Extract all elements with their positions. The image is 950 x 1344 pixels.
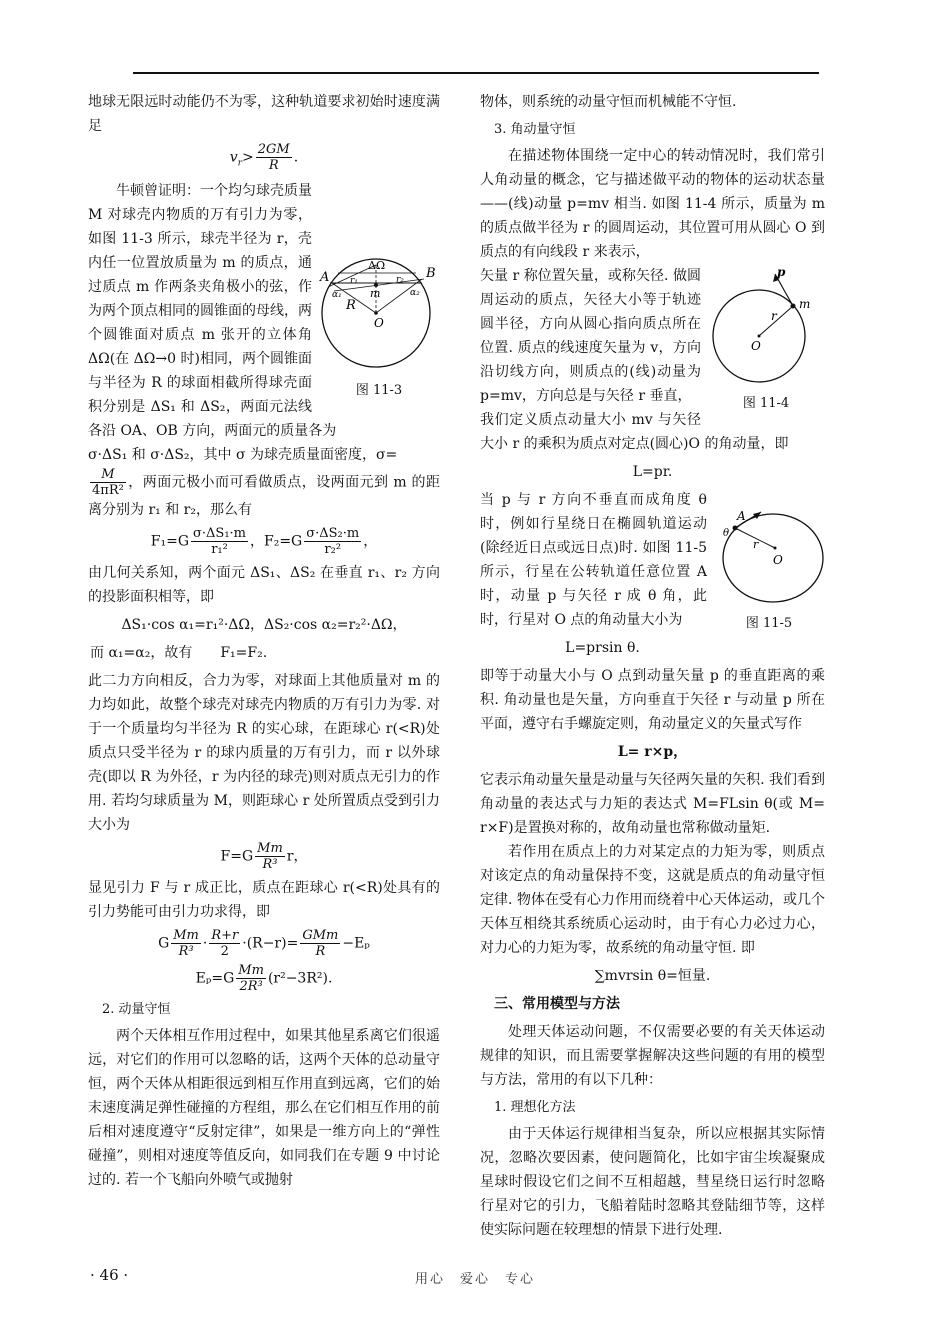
label-r1: r₁ [350, 276, 358, 287]
paragraph: $\frac{M}{\text{4πR²}}$ ，两面元极小而可看做质点，设两面元到 m 的距离分别为 r₁ 和 r₂，那么有 [88, 467, 440, 519]
subsection-title: 3. 角动量守恒 [494, 122, 576, 137]
equation-escape: $v_r>$ $\frac{2GM}{R}$ . [229, 142, 299, 173]
paragraph: 此二力方向相反，合力为零，对球面上其他质量对 m 的力均如此，故整个球壳对球壳内物质的万有引力为零. 对于一个质量均匀半径为 R 的实心球，在距球心 r(<R)处质点只受半径为 r 的球内质量的万有引力，而 r 以外球壳(即以 R 为外径，r 为内径的球壳)则对质点无引力的作用. 若均匀球质量为 M，则距球心 r 处所置质点受到引力大小为 [88, 673, 440, 834]
label-O: O [751, 339, 761, 353]
subsection-title: 1. 理想化方法 [494, 1100, 576, 1115]
label-A: A [737, 509, 746, 523]
paragraph: 在描述物体围绕一定中心的转动情况时，我们常引人角动量的概念，它与描述做平动的物体的运动状态量——(线)动量 p=mv 相当. 如图 11-4 所示，质量为 m 的质点做半径为 r 的圆周运动，其位置可用从圆心 O 到质点的有向线段 r 来表示， [480, 148, 825, 260]
label-alpha2: α₂ [410, 288, 420, 299]
paragraph: σ·ΔS₁ 和 σ·ΔS₂，其中 σ 为球壳质量面密度，σ= [88, 447, 398, 464]
equation-L-pr: L=pr. [632, 464, 673, 480]
paragraph: A B ΔΩ α₁ α₂ r₁ r₂ m R O 图 11-3 牛顿曾证明：一个均匀球壳质量 M 对球壳内物质的万有引力为零，如图 11-3 所示，球壳半径为 r，壳内任一位置放质量为 m 的质点，通过质点 m 作两条夹角极小的弦，作为两个顶点相同的圆锥面的母线，两个圆锥面对质点 m 张开的立体角 ΔΩ(在 ΔΩ→0 时)相同，两个圆锥面与半径为 R 的球面相截所得球壳面积分别是 ΔS₁ 和 ΔS₂，两面元法线各沿 OA、OB 方向，两面元的质量各为 [88, 179, 440, 443]
paragraph: 两个天体相互作用过程中，如果其他星系离它们很遥远，对它们的作用可以忽略的话，这两个天体的总动量守恒，两个天体从相距很远到相互作用直到远离，它们的始末速度满足弹性碰撞的方程组，那么在它们相互作用的前后相对速度遵守“反射定律”，如果是一维方向上的“弹性碰撞”，则相对速度等值反向，如同我们在专题 9 中讨论过的. 若一个飞船向外喷气或抛射 [88, 1028, 440, 1189]
fig-11-5-caption: 图 11-5 [745, 616, 793, 631]
paragraph: 显见引力 F 与 r 成正比，质点在距球心 r(<R)处具有的引力势能可由引力功求得，即 [88, 880, 440, 921]
sphere-shell-diagram [318, 251, 440, 379]
label-delta-omega: ΔΩ [368, 259, 386, 273]
equation-work: G $\frac{Mm}{\text{R³}}$ · $\frac{R+r}{2}$ ·(R−r)= $\frac{\text{GMm}}{R}$ −Eₚ [158, 928, 370, 960]
label-O: O [374, 316, 384, 331]
equation-potential: Eₚ=G $\frac{Mm}{\text{2R³}}$ (r²−3R²). [195, 963, 333, 995]
label-m: m [799, 297, 811, 311]
paragraph: 我们定义质点动量大小 mv 与矢径大小 r 的乘积为质点对定点(圆心)O 的角动量，即 [480, 412, 789, 452]
label-r2: r₂ [396, 275, 404, 286]
fig-11-3-caption: 图 11-3 [355, 383, 403, 399]
equation-forces: F₁=G $\frac{\text{σ·ΔS₁·m}}{\text{r₁²}}$ ，F₂=G $\frac{\text{σ·ΔS₂·m}}{\text{r₂²}}$ ， [150, 526, 378, 558]
paragraph: p m r O 图 11-4 矢量 r 称位置矢量，或称矢径. 做圆周运动的质点，矢径大小等于轨迹圆半径，方向从圆心指向质点所在位置. 质点的线速度矢量为 v，方向沿切线方向，则质点的(线)动量为 p=mv，方向总是与矢径 r 垂直， [480, 264, 825, 408]
circular-motion-diagram [707, 264, 825, 392]
label-theta: θ [723, 528, 730, 539]
label-B: B [426, 266, 436, 282]
equation-inner-force: F=G $\frac{Mm}{\text{R³}}$ r， [220, 841, 308, 873]
page-number: · 46 · [90, 1266, 129, 1284]
fig-11-5-float [713, 508, 825, 636]
newton-proof-block [88, 179, 440, 522]
label-A: A [320, 270, 330, 286]
paragraph: 即等于动量大小与 O 点到动量矢量 p 的垂直距离的乘积. 角动量也是矢量，方向垂直于矢径 r 与动量 p 所在平面，遵守右手螺旋定则，角动量定义的矢量式写作 [480, 668, 825, 732]
equation-L-sin: L=prsin θ. [565, 640, 640, 656]
fig-11-4-float [707, 264, 825, 416]
section-heading: 三、常用模型与方法 [494, 996, 620, 1012]
label-O: O [773, 553, 783, 567]
equation-alpha: 而 α₁=α₂，故有 F₁=F₂. [90, 645, 268, 662]
equation-projection: ΔS₁·cos α₁=r₁²·ΔΩ，ΔS₂·cos α₂=r₂²·ΔΩ， [121, 617, 407, 634]
elliptical-orbit-diagram [713, 508, 825, 612]
label-alpha1: α₁ [332, 290, 342, 301]
page-footer: 用心 爱心 专心 [414, 1272, 535, 1287]
paragraph: 由于天体运行规律相当复杂，所以应根据其实际情况，忽略次要因素，使问题简化，比如宇宙尘埃凝聚成星球时假设它们之间不互相超越，彗星绕日运行时忽略行星对它的引力，飞船着陆时忽略其登陆细节等，这样使实际问题在较理想的情景下进行处理. [480, 1126, 825, 1238]
header-rule [133, 72, 819, 74]
label-R: R [346, 298, 356, 314]
paragraph: 若作用在质点上的力对某定点的力矩为零，则质点对该定点的角动量保持不变，这就是质点的角动量守恒定律. 物体在受有心力作用而绕着中心天体运动，或几个天体互相绕其系统质心运动时，由于有心力必过力心，对力心的力矩为零，故系统的角动量守恒. 即 [480, 844, 825, 956]
right-column [480, 90, 825, 1242]
fig-11-4-caption: 图 11-4 [742, 396, 790, 411]
label-p: p [777, 265, 786, 279]
left-column [88, 90, 440, 1192]
equation-L-vector: L= r×p， [617, 744, 688, 760]
paragraph: A θ r O 图 11-5 当 p 与 r 方向不垂直而成角度 θ 时，例如行星绕日在椭圆轨道运动(除经近日点或远日点)时. 如图 11-5 所示，行星在公转轨道任意位置 A 时，动量 p 与矢径 r 成 θ 角，此时，行星对 O 点的角动量大小为 [480, 488, 825, 632]
label-m: m [370, 287, 381, 301]
label-r: r [771, 309, 777, 323]
label-r: r [753, 538, 759, 551]
subsection-title: 2. 动量守恒 [102, 1002, 171, 1018]
equation-sum: ∑mvrsin θ=恒量. [594, 968, 711, 984]
fig-11-3-float [318, 251, 440, 403]
paragraph: 它表示角动量矢量是动量与矢径两矢量的矢积. 我们看到角动量的表达式与力矩的表达式 M=FLsin θ(或 M= r×F)是置换对称的，故角动量也常称做动量矩. [480, 772, 825, 836]
paragraph: 地球无限远时动能仍不为零，这种轨道要求初始时速度满足 [88, 94, 440, 134]
paragraph: 由几何关系知，两个面元 ΔS₁、ΔS₂ 在垂直 r₁、r₂ 方向的投影面积相等，即 [88, 565, 440, 606]
paragraph: 物体，则系统的动量守恒而机械能不守恒. [480, 94, 737, 110]
paragraph: 处理天体运动问题，不仅需要必要的有关天体运动规律的知识，而且需要掌握解决这些问题的有用的模型与方法，常用的有以下几种： [480, 1024, 825, 1088]
